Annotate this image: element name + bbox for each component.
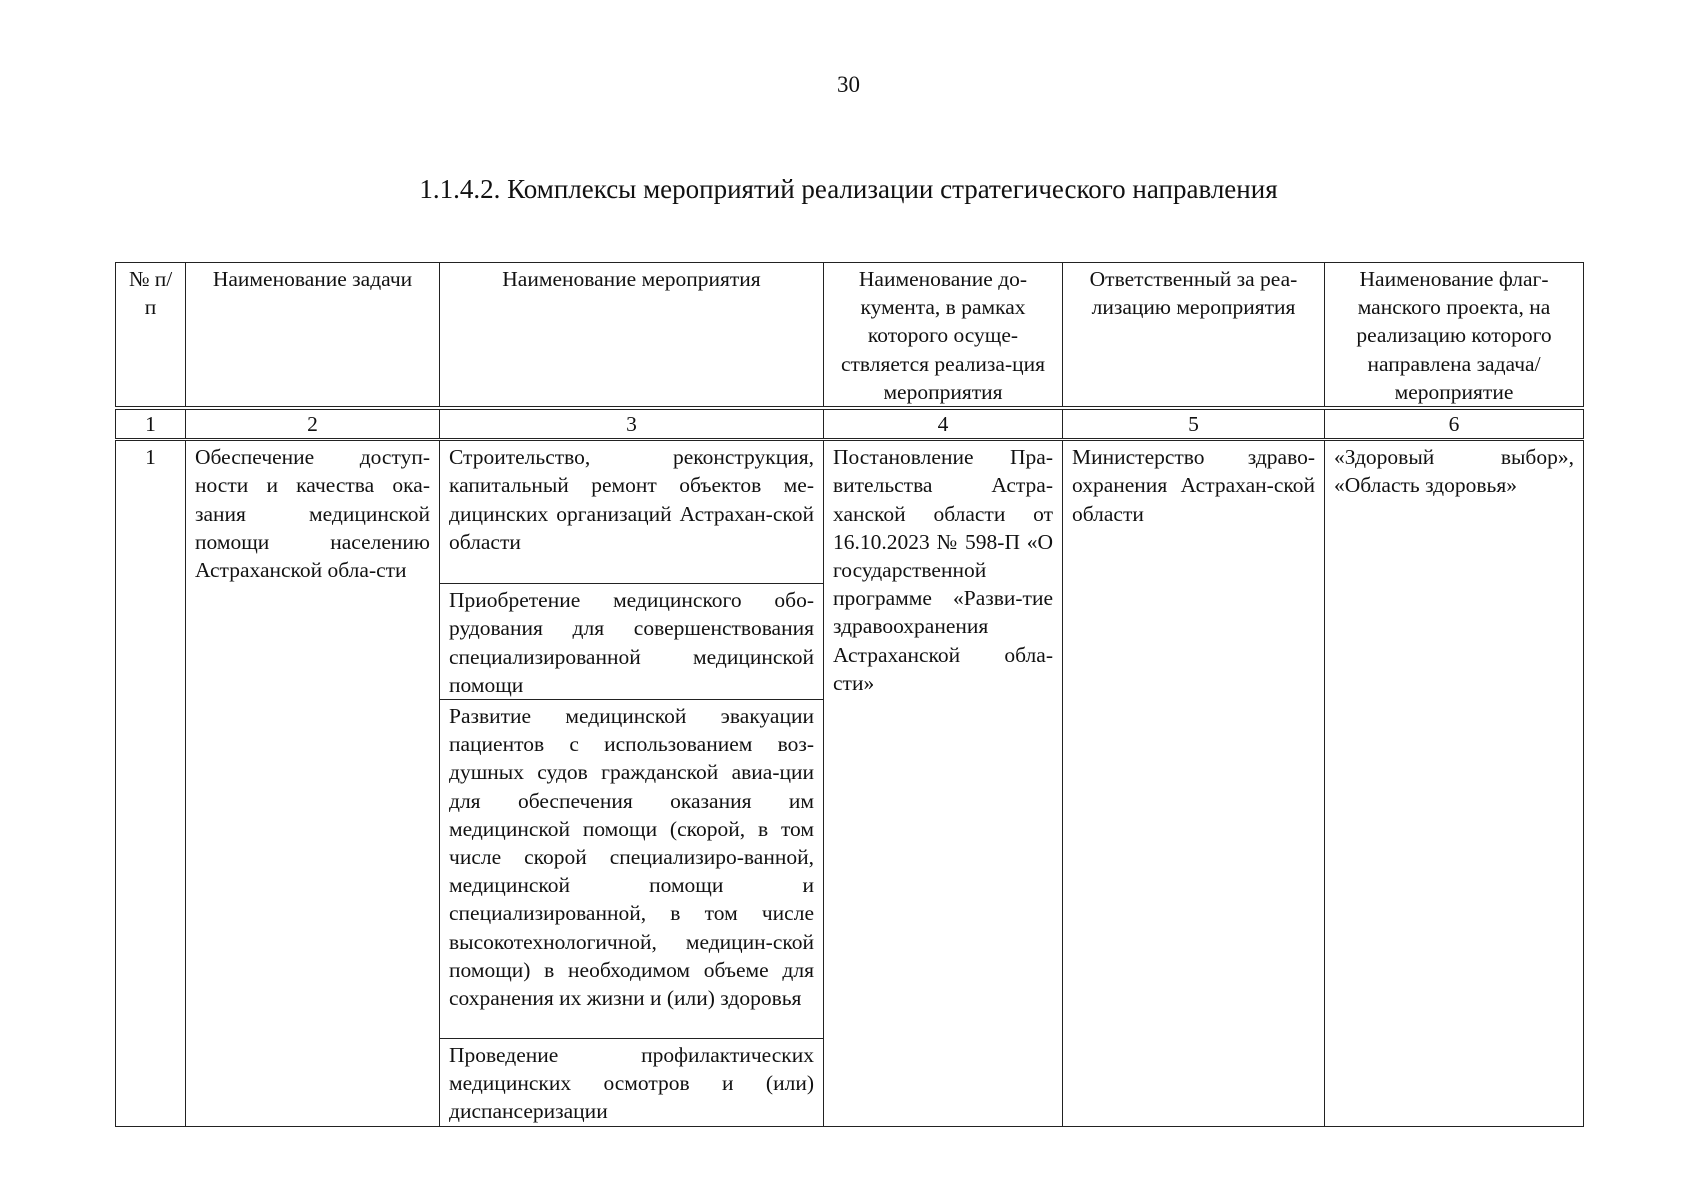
activity-cell: Строительство, реконструкция, капитальный ремонт объектов ме-дицинских организаций Астрахан-ской области <box>440 440 824 584</box>
page-number: 30 <box>837 72 860 97</box>
task-cell: Обеспечение доступ-ности и качества ока-зания медицинской помощи населению Астраханской обла-сти <box>186 440 440 1126</box>
header-cell-task: Наименование задачи <box>186 263 440 409</box>
row-number-cell: 1 <box>116 440 186 1126</box>
header-cell-activity: Наименование мероприятия <box>440 263 824 409</box>
table-header-row <box>116 263 1584 409</box>
column-number-cell: 2 <box>186 408 440 440</box>
activity-cell: Проведение профилактических медицинских осмотров и (или) диспансеризации <box>440 1039 824 1127</box>
flagship-cell: «Здоровый выбор», «Область здоровья» <box>1325 440 1584 1126</box>
column-number-cell: 6 <box>1325 408 1584 440</box>
activity-cell: Развитие медицинской эвакуации пациентов с использованием воз-душных судов гражданской авиа-ции для обеспечения оказания им медицинской помощи (скорой, в том числе скорой специализиро-ванной, медицинской помощи и специализированной, в том числе высокотехнологичной, медицин-ской помощи) в необходимом объеме для сохранения их жизни и (или) здоровья <box>440 700 824 1039</box>
header-cell-flagship: Наименование флаг-манского проекта, на реализацию которого направлена задача/мероприятие <box>1325 263 1584 409</box>
column-number-cell: 4 <box>824 408 1063 440</box>
header-cell-document: Наименование до-кумента, в рамках которого осуще-ствляется реализа-ция мероприятия <box>824 263 1063 409</box>
responsible-cell: Министерство здраво-охранения Астрахан-ской области <box>1063 440 1325 1126</box>
column-number-cell: 1 <box>116 408 186 440</box>
column-number-row <box>116 408 1584 440</box>
document-cell: Постановление Пра-вительства Астра-ханской области от 16.10.2023 № 598-П «О государственной программе «Разви-тие здравоохранения Астраханской обла-сти» <box>824 440 1063 1126</box>
column-number-cell: 3 <box>440 408 824 440</box>
table-row <box>116 440 1584 584</box>
column-number-cell: 5 <box>1063 408 1325 440</box>
section-title: 1.1.4.2. Комплексы мероприятий реализации стратегического направления <box>419 174 1278 204</box>
header-cell-responsible: Ответственный за реа-лизацию мероприятия <box>1063 263 1325 409</box>
activity-cell: Приобретение медицинского обо-рудования для совершенствования специализированной медицинской помощи <box>440 584 824 700</box>
activities-table <box>115 262 1584 1127</box>
header-cell-num: № п/п <box>116 263 186 409</box>
